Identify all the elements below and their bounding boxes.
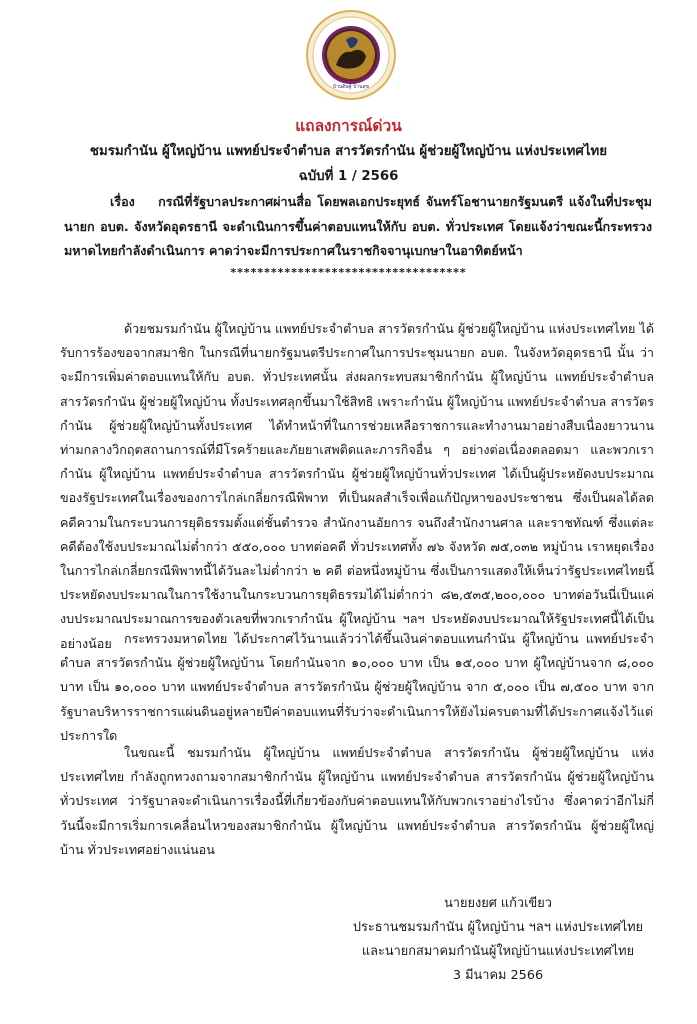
subject-label: เรื่อง [110, 194, 135, 209]
paragraph-1-text: ด้วยชมรมกำนัน ผู้ใหญ่บ้าน แพทย์ประจำตำบล สารวัตรกำนัน ผู้ช่วยผู้ใหญ่บ้าน แห่งประเทศไทย ได้รับการร้องขอจากสมาชิก ในกรณีที่นายกรัฐมนตรีประกาศในการประชุมนายก อบต. ในจังหวัดอุดรธานี นั้น ว่าจะมีการเพิ่มค่าตอบแทนให้กับ อบต. ทั่วประเทศนั้น ส่งผลกระทบสมาชิกกำนัน ผู้ใหญ่บ้าน แพทย์ประจำตำบล สารวัตรกำนัน ผู้ช่วยผู้ใหญ่บ้าน ทั้งประเทศลุกขึ้นมาใช้สิทธิ เพราะกำนัน ผู้ใหญ่บ้าน แพทย์ประจำตำบล สารวัตรกำนัน ผู้ช่วยผู้ใหญ่บ้านทั้งประเทศ ได้ทำหน้าที่ในการช่วยเหลือราชการและทำงานมาอย่างสืบเนื่องยาวนานท่ามกลางวิกฤตสถานการณ์ที่มีโรคร้ายและภัยยาเสพติดและภารกิจอื่น ๆ อย่างต่อเนื่องตลอดมา และพวกเรากำนัน ผู้ใหญ่บ้าน แพทย์ประจำตำบล สารวัตรกำนัน ผู้ช่วยผู้ใหญ่บ้านทั่วประเทศ ได้เป็นผู้ประหยัดงบประมาณของรัฐประเทศในเรื่องของการไกล่เกลี่ยกรณีพิพาท ที่เป็นผลสำเร็จเพื่อแก้ปัญหาของประชาชน ซึ่งเป็นผลได้ลดคดีความในกระบวนการยุติธรรมตั้งแต่ชั้นตำรวจ สำนักงานอัยการ จนถึงสำนักงานศาล และราชทัณฑ์ ซึ่งแต่ละคดีต้องใช้งบประมาณไม่ต่ำกว่า ๕๕๐,๐๐๐ บาทต่อคดี ทั่วประเทศทั้ง ๗๖ จังหวัด ๗๕,๐๓๒ หมู่บ้าน เราหยุดเรื่องในการไกล่เกลี่ยกรณีพิพาทนี้ได้วันละไม่ต่ำกว่า ๒ คดี ต่อหนึ่งหมู่บ้าน ซึ่งเป็นการแสดงให้เห็นว่ารัฐประเทศไทยนี้ ประหยัดงบประมาณในการใช้งานในกระบวนการยุติธรรมได้ไม่ต่ำกว่า ๘๒,๕๓๕,๒๐๐,๐๐๐ บาทต่อวันนี่เป็นแค่งบประมาณประมาณการของตัวเลขที่พวกเรากำนัน ผู้ใหญ่บ้าน ฯลฯ ประหยัดงบประมาณให้รัฐประเทศนี้ได้เป็นอย่างน้อย [60, 321, 654, 651]
signatory-position-1: ประธานชมรมกำนัน ผู้ใหญ่บ้าน ฯลฯ แห่งประเทศไทย [352, 920, 644, 935]
paragraph-2 [60, 627, 654, 748]
document-date: 3 มีนาคม 2566 [452, 968, 544, 983]
paragraph-3-text: ในขณะนี้ ชมรมกำนัน ผู้ใหญ่บ้าน แพทย์ประจำตำบล สารวัตรกำนัน ผู้ช่วยผู้ใหญ่บ้าน แห่งประเทศไทย กำลังถูกทวงถามจากสมาชิกกำนัน ผู้ใหญ่บ้าน แพทย์ประจำตำบล สารวัตรกำนัน ผู้ช่วยผู้ใหญ่บ้าน ทั่วประเทศ ว่ารัฐบาลจะดำเนินการเรื่องนี้ที่เกี่ยวข้องกับค่าตอบแทนให้กับพวกเราอย่างไรบ้าง ซึ่งคาดว่าอีกไม่กี่วันนี้จะมีการเริ่มการเคลื่อนไหวของสมาชิกกำนัน ผู้ใหญ่บ้าน แพทย์ประจำตำบล สารวัตรกำนัน ผู้ช่วยผู้ใหญ่บ้าน ทั่วประเทศอย่างแน่นอน [60, 745, 654, 857]
svg-text:บ้านดิษฐ์ บ้านสุข: บ้านดิษฐ์ บ้านสุข [332, 84, 370, 90]
issue-number: ฉบับที่ 1 / 2566 [298, 169, 399, 184]
separator: *********************************** [230, 266, 467, 279]
paragraph-3 [60, 741, 654, 862]
subject-block [64, 190, 652, 264]
signatory-position-2: และนายกสมาคมกำนันผู้ใหญ่บ้านแห่งประเทศไทย [361, 944, 635, 959]
paragraph-2-text: กระทรวงมหาดไทย ได้ประกาศไว้นานแล้วว่าได้ขึ้นเงินค่าตอบแทนกำนัน ผู้ใหญ่บ้าน แพทย์ประจำตำบล สารวัตรกำนัน ผู้ช่วยผู้ใหญ่บ้าน โดยกำนันจาก ๑๐,๐๐๐ บาท เป็น ๑๕,๐๐๐ บาท ผู้ใหญ่บ้านจาก ๘,๐๐๐ บาท เป็น ๑๐,๐๐๐ บาท แพทย์ประจำตำบล สารวัตรกำนัน ผู้ช่วยผู้ใหญ่บ้าน จาก ๕,๐๐๐ เป็น ๗,๕๐๐ บาท จากรัฐบาลบริหารราชการแผ่นดินอยู่หลายปีค่าตอบแทนที่รับว่าจะดำเนินการให้ยังไม่ครบตามที่ได้ประกาศแจ้งไว้แต่ประการใด [60, 631, 654, 743]
organization-name: ชมรมกำนัน ผู้ใหญ่บ้าน แพทย์ประจำตำบล สารวัตรกำนัน ผู้ช่วยผู้ใหญ่บ้าน แห่งประเทศไทย [89, 144, 608, 159]
heading-urgent-statement: แถลงการณ์ด่วน [295, 117, 402, 135]
subject-text: กรณีที่รัฐบาลประกาศผ่านสื่อ โดยพลเอกประยุทธ์ จันทร์โอชานายกรัฐมนตรี แจ้งในที่ประชุมนายก อบต. จังหวัดอุดรธานี จะดำเนินการขึ้นค่าตอบแทนให้กับ อบต. ทั่วประเทศ โดยแจ้งว่าขณะนี้กระทรวงมหาดไทยกำลังดำเนินการ คาดว่าจะมีการประกาศในราชกิจจานุเบกษาในอาทิตย์หน้า [64, 194, 652, 258]
paragraph-1 [60, 317, 654, 656]
association-seal-icon [306, 10, 396, 100]
signatory-name: นายยงยศ แก้วเขียว [444, 896, 552, 911]
